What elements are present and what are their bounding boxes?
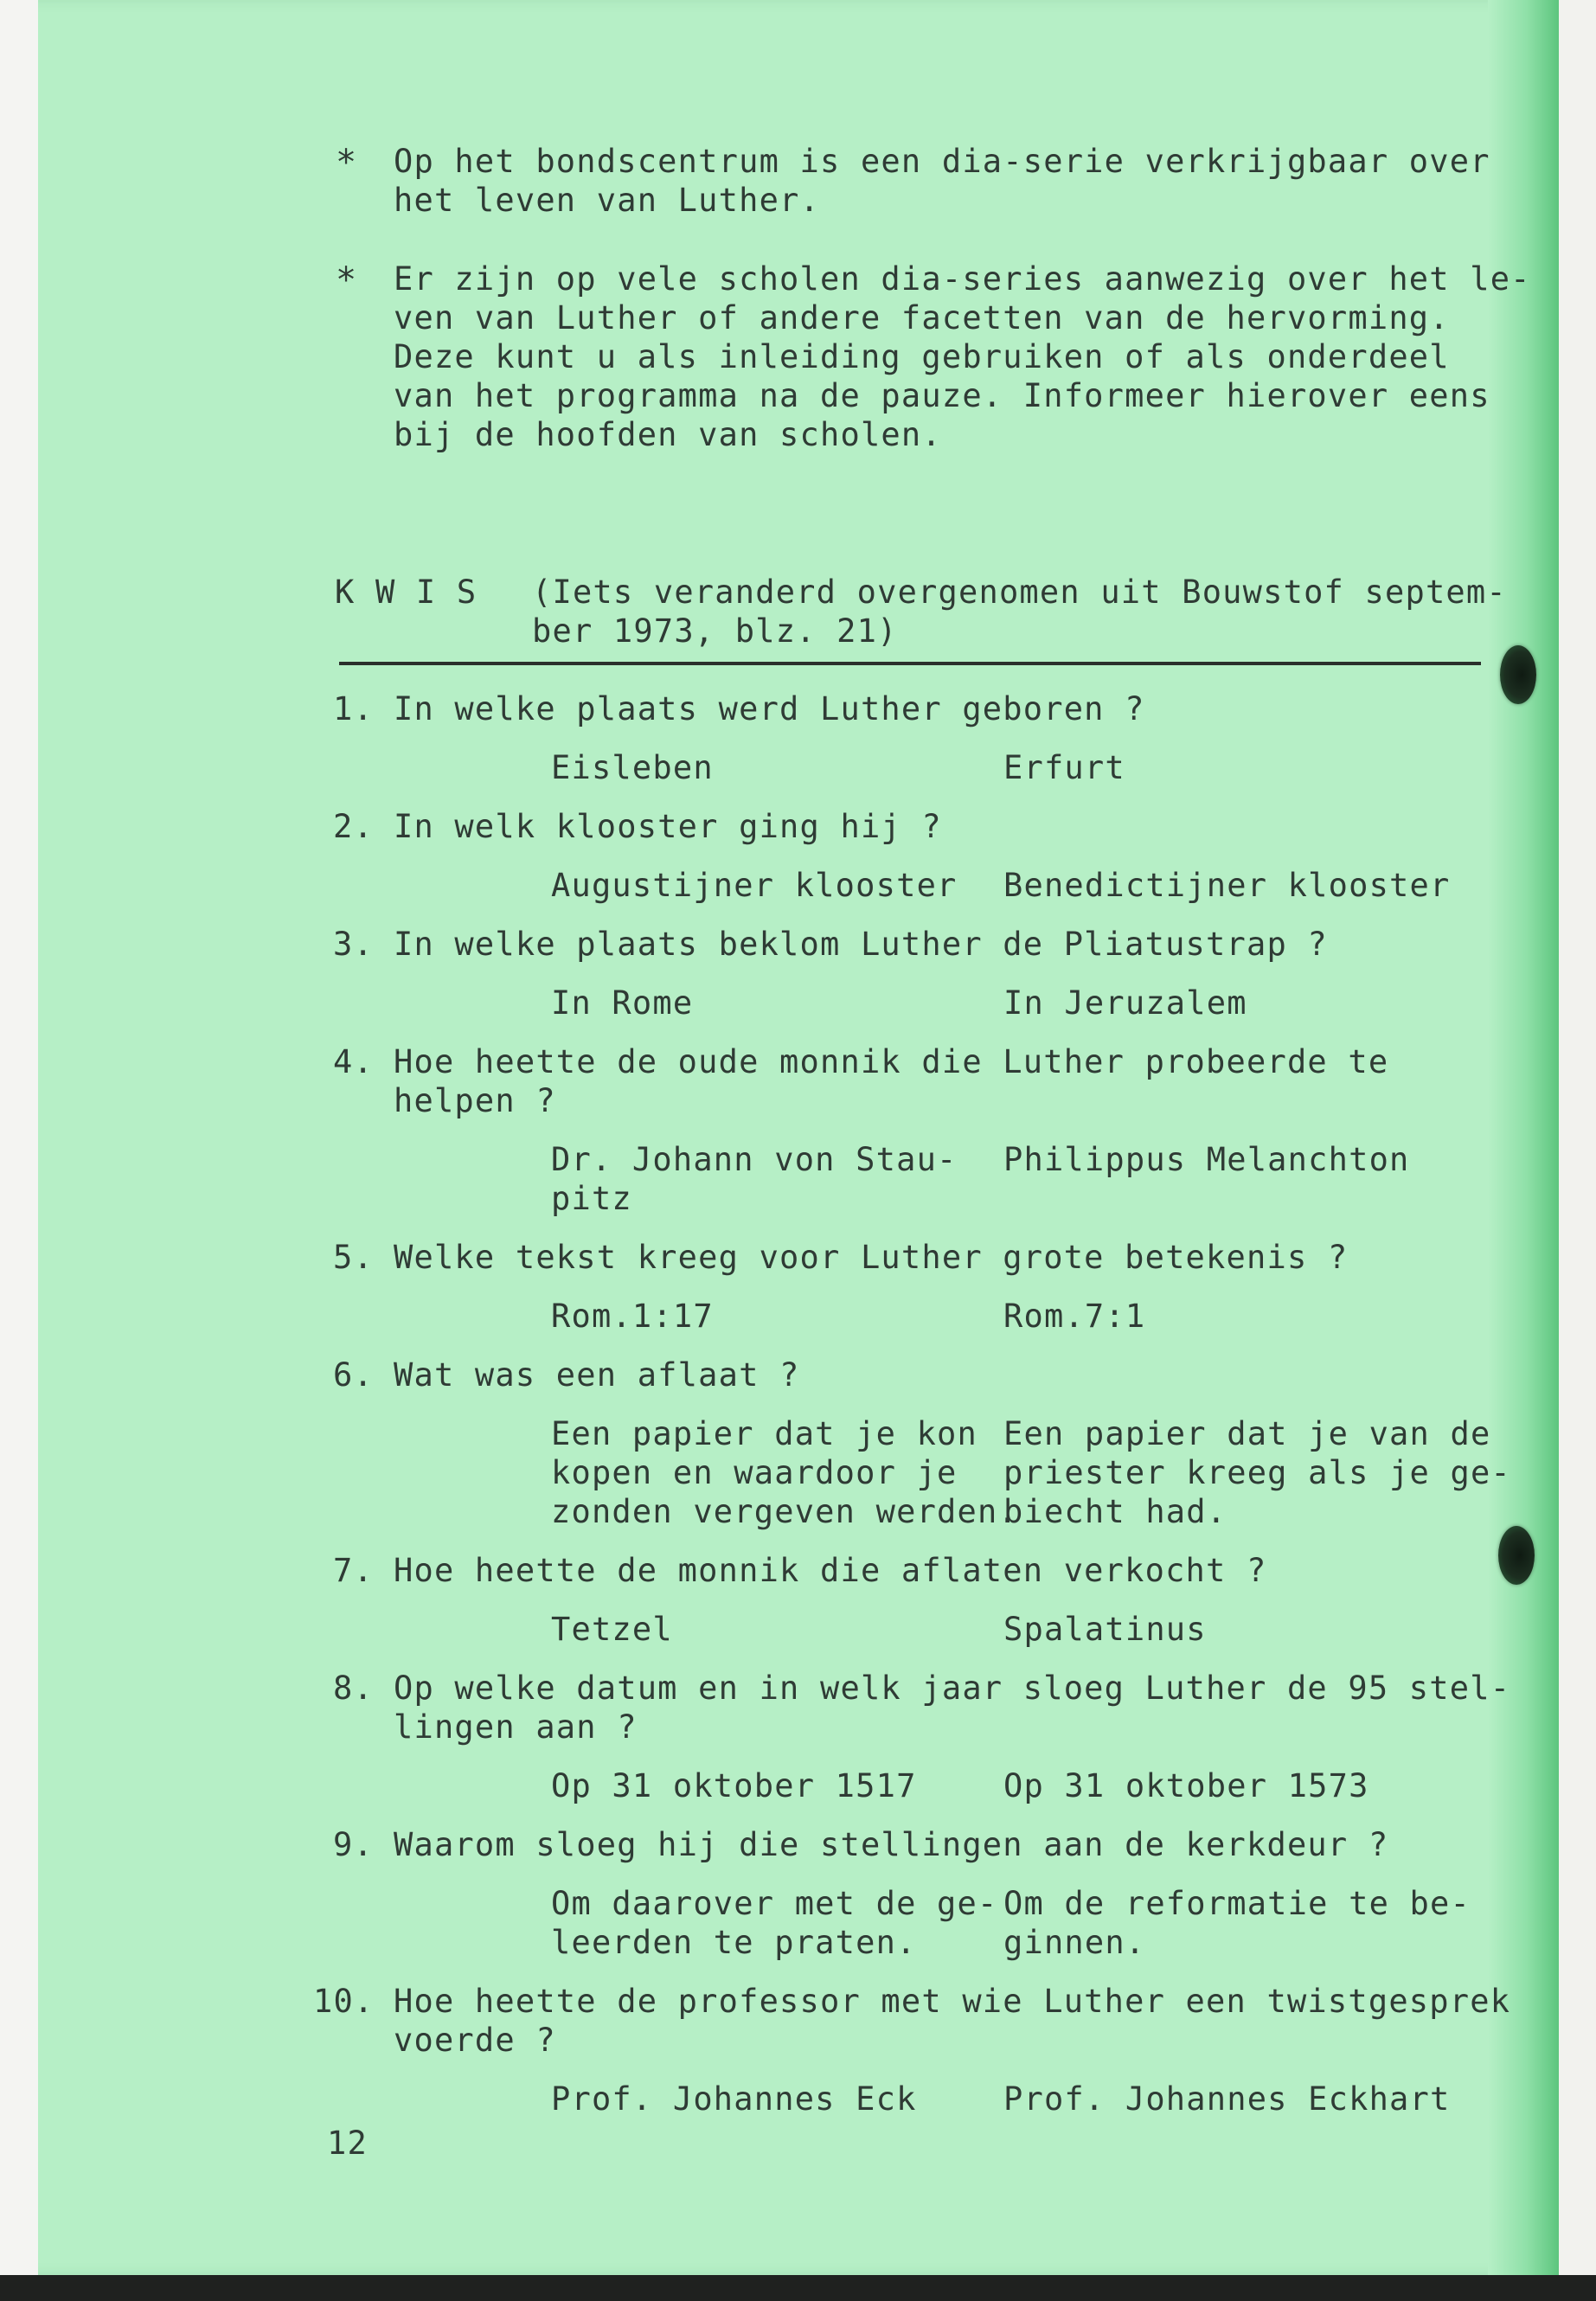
question-text: In welke plaats werd Luther geboren ? bbox=[394, 690, 1145, 727]
question-text: Welke tekst kreeg voor Luther grote betekenis ? bbox=[394, 1239, 1349, 1276]
bullet-asterisk: * bbox=[336, 143, 357, 183]
note-2-line-4: van het programma na de pauze. Informeer hierover eens bbox=[394, 377, 1490, 414]
question-number: 2. bbox=[333, 808, 374, 845]
answer-option-b: Spalatinus bbox=[1003, 1611, 1207, 1648]
question-number: 7. bbox=[333, 1552, 374, 1589]
answer-option-a: Eisleben bbox=[551, 749, 714, 786]
note-2-line-2: ven van Luther of andere facetten van de hervorming. bbox=[394, 299, 1450, 336]
answer-option-b: Rom.7:1 bbox=[1003, 1298, 1146, 1335]
answer-option-a: Tetzel bbox=[551, 1611, 673, 1648]
quiz-heading: K W I S bbox=[335, 574, 478, 611]
answer-option-a: Dr. Johann von Stau- bbox=[551, 1141, 958, 1178]
answer-option-a: kopen en waardoor je bbox=[551, 1454, 958, 1491]
answer-option-b: Om de reformatie te be- bbox=[1003, 1885, 1471, 1922]
answer-option-a: Rom.1:17 bbox=[551, 1298, 714, 1335]
page-number: 12 bbox=[327, 2125, 368, 2162]
note-2-line-5: bij de hoofden van scholen. bbox=[394, 416, 942, 453]
answer-option-a: Een papier dat je kon bbox=[551, 1415, 977, 1452]
answer-option-b: Philippus Melanchton bbox=[1003, 1141, 1410, 1178]
answer-option-a: Op 31 oktober 1517 bbox=[551, 1767, 917, 1804]
binder-hole-icon bbox=[1498, 1526, 1535, 1585]
note-1-line-1: Op het bondscentrum is een dia-serie verkrijgbaar over bbox=[394, 143, 1490, 180]
scan-background-left bbox=[0, 0, 38, 2301]
answer-option-b: Op 31 oktober 1573 bbox=[1003, 1767, 1369, 1804]
answer-option-b: Benedictijner klooster bbox=[1003, 867, 1451, 904]
question-text: In welke plaats beklom Luther de Pliatustrap ? bbox=[394, 926, 1328, 963]
question-text: voerde ? bbox=[394, 2022, 556, 2059]
question-number: 8. bbox=[333, 1670, 374, 1707]
bullet-asterisk: * bbox=[336, 260, 357, 300]
question-number: 6. bbox=[333, 1356, 374, 1394]
answer-option-a: zonden vergeven werden. bbox=[551, 1493, 1018, 1530]
answer-option-b: ginnen. bbox=[1003, 1924, 1146, 1961]
question-number: 9. bbox=[333, 1826, 374, 1863]
page-edge-shadow bbox=[1488, 0, 1559, 2275]
answer-option-b: biecht had. bbox=[1003, 1493, 1227, 1530]
answer-option-a: leerden te praten. bbox=[551, 1924, 917, 1961]
question-number: 10. bbox=[313, 1983, 375, 2020]
scan-background-bottom bbox=[0, 2275, 1596, 2301]
note-2-line-3: Deze kunt u als inleiding gebruiken of als onderdeel bbox=[394, 338, 1450, 375]
quiz-source-line-2: ber 1973, blz. 21) bbox=[532, 612, 898, 650]
answer-option-b: Een papier dat je van de bbox=[1003, 1415, 1491, 1452]
question-number: 5. bbox=[333, 1239, 374, 1276]
note-1-line-2: het leven van Luther. bbox=[394, 182, 820, 219]
question-text: Waarom sloeg hij die stellingen aan de kerkdeur ? bbox=[394, 1826, 1389, 1863]
answer-option-a: Augustijner klooster bbox=[551, 867, 958, 904]
question-text: Hoe heette de oude monnik die Luther probeerde te bbox=[394, 1043, 1389, 1080]
question-text: Hoe heette de professor met wie Luther een twistgesprek bbox=[394, 1983, 1511, 2020]
answer-option-a: Prof. Johannes Eck bbox=[551, 2080, 917, 2118]
answer-option-a: Om daarover met de ge- bbox=[551, 1885, 998, 1922]
answer-option-b: Erfurt bbox=[1003, 749, 1125, 786]
answer-option-b: Prof. Johannes Eckhart bbox=[1003, 2080, 1451, 2118]
answer-option-a: pitz bbox=[551, 1180, 632, 1217]
answer-option-b: priester kreeg als je ge- bbox=[1003, 1454, 1511, 1491]
question-text: In welk klooster ging hij ? bbox=[394, 808, 942, 845]
question-text: Hoe heette de monnik die aflaten verkocht ? bbox=[394, 1552, 1267, 1589]
binder-hole-icon bbox=[1500, 645, 1536, 704]
question-number: 1. bbox=[333, 690, 374, 727]
answer-option-b: In Jeruzalem bbox=[1003, 984, 1247, 1022]
quiz-source-line-1: (Iets veranderd overgenomen uit Bouwstof septem- bbox=[532, 574, 1507, 611]
question-number: 4. bbox=[333, 1043, 374, 1080]
heading-rule bbox=[339, 662, 1481, 665]
question-text: lingen aan ? bbox=[394, 1708, 638, 1746]
question-text: Op welke datum en in welk jaar sloeg Luther de 95 stel- bbox=[394, 1670, 1511, 1707]
question-text: Wat was een aflaat ? bbox=[394, 1356, 800, 1394]
question-text: helpen ? bbox=[394, 1082, 556, 1119]
question-number: 3. bbox=[333, 926, 374, 963]
note-2-line-1: Er zijn op vele scholen dia-series aanwezig over het le- bbox=[394, 260, 1531, 298]
answer-option-a: In Rome bbox=[551, 984, 694, 1022]
